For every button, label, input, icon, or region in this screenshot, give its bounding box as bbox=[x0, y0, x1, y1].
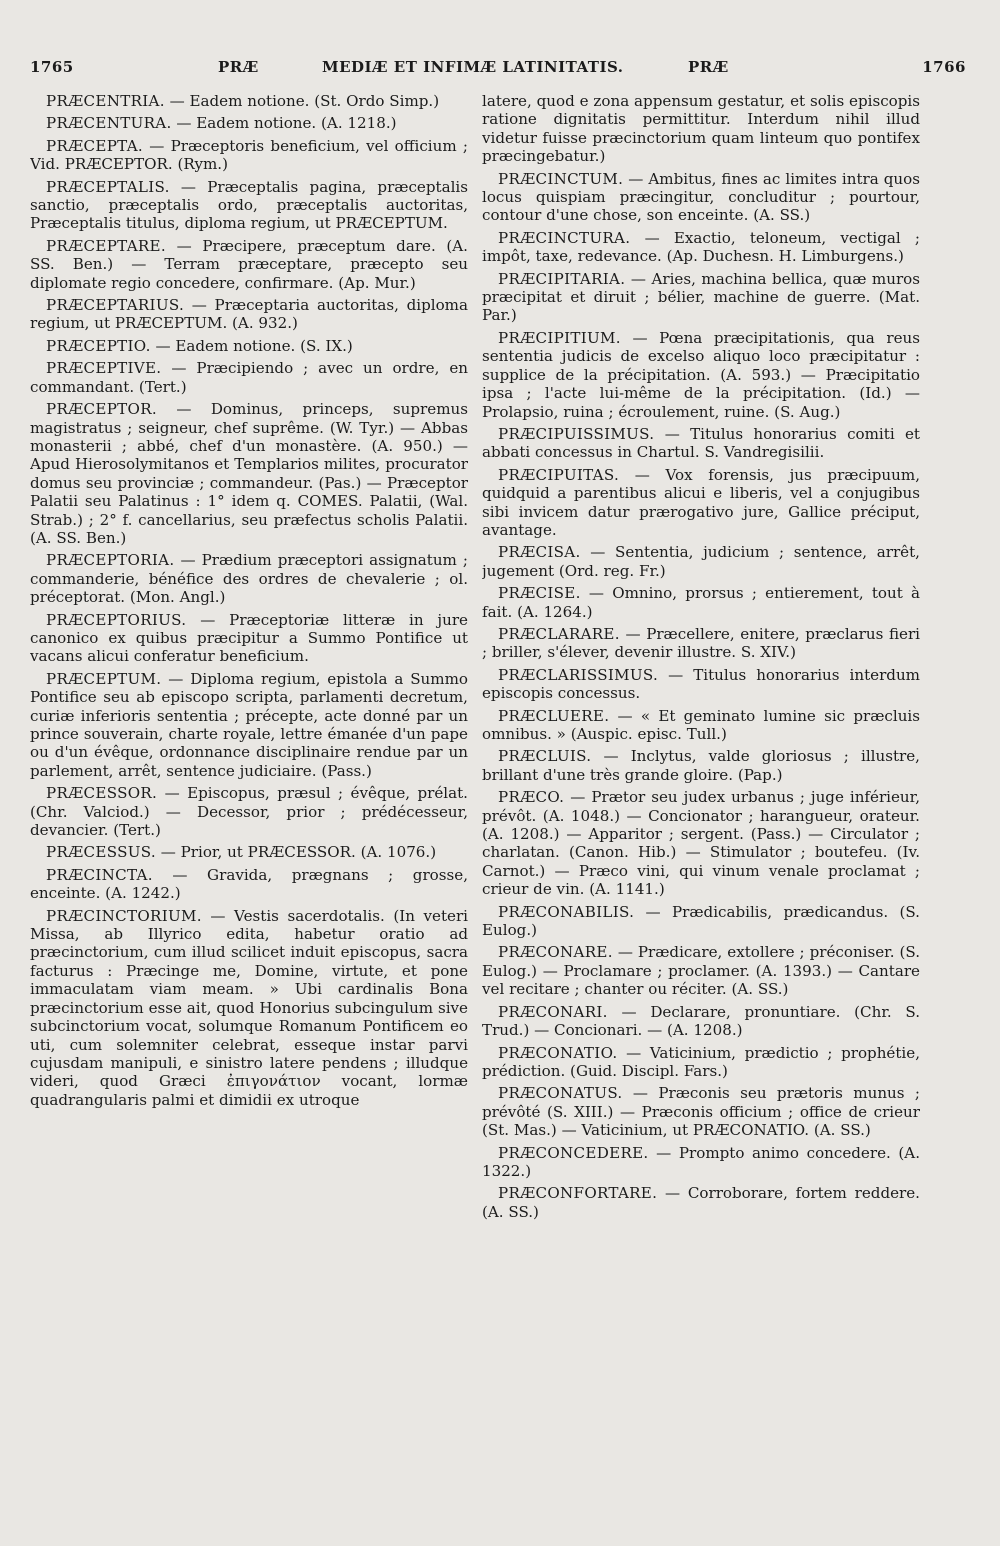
entry-definition: — Aries, machina bellica, quæ muros præcipitat et diruit ; bélier, machine de guerre. (Mat. Par.) bbox=[482, 269, 920, 325]
entry-definition: — Eadem notione. (S. IX.) bbox=[155, 336, 353, 355]
entry-definition: — Præceptoriæ litteræ in jure canonico ex quibus præcipitur a Summo Pontifice ut vacans alicui conferatur beneficium. bbox=[30, 610, 468, 666]
entry-headword: PRÆCIPUITAS. bbox=[498, 465, 620, 484]
dictionary-entry bbox=[482, 329, 920, 421]
dictionary-entry bbox=[482, 788, 920, 898]
dictionary-entry bbox=[482, 747, 920, 784]
dictionary-entry bbox=[30, 296, 468, 333]
dictionary-entry bbox=[30, 611, 468, 666]
entry-headword: PRÆCONATUS. bbox=[498, 1084, 623, 1103]
entry-headword: PRÆCINCTA. bbox=[46, 865, 153, 884]
entry-definition: — Inclytus, valde gloriosus ; illustre, brillant d'une très grande gloire. (Pap.) bbox=[482, 747, 920, 784]
entry-definition: — Præcipere, præceptum dare. (A. SS. Ben.) — Terram præceptare, præcepto seu diplomate regio concedere, confirmare. (Ap. Mur.) bbox=[30, 236, 468, 292]
entry-definition: — Præconis seu prætoris munus ; prévôté (S. XIII.) — Præconis officium ; office de crieur (St. Mas.) — Vaticinium, ut PRÆCONATIO. (A. SS.) bbox=[482, 1084, 920, 1140]
dictionary-entry bbox=[482, 170, 920, 225]
entry-headword: PRÆCIPITARIA. bbox=[498, 269, 626, 288]
entry-definition: — Diploma regium, epistola a Summo Pontifice seu ab episcopo scripta, parlamenti decretum, curiæ inferioris sententia ; précepte, acte donné par un prince souverain, charte royale, lettre émanée d'un pape ou d'un évêque, ordonnance disciplinaire rendue par un parlement, arrêt, sentence judiciaire. (Pass.) bbox=[30, 669, 468, 780]
dictionary-entry bbox=[30, 137, 468, 174]
entry-definition: — Titulus honorarius comiti et abbati concessus in Chartul. S. Vandregisilii. bbox=[482, 424, 920, 462]
entry-definition: — Corroborare, fortem reddere. (A. SS.) bbox=[482, 1184, 920, 1221]
entry-headword: PRÆCEPTARE. bbox=[46, 236, 166, 255]
entry-headword: PRÆCEPTIO. bbox=[46, 336, 151, 355]
dictionary-entry bbox=[30, 670, 468, 780]
dictionary-entry bbox=[30, 178, 468, 233]
dictionary-entry bbox=[30, 114, 468, 132]
dictionary-entry bbox=[482, 92, 920, 166]
entry-headword: PRÆCEPTALIS. bbox=[46, 177, 170, 196]
dictionary-entry bbox=[30, 359, 468, 396]
entry-headword: PRÆCLARISSIMUS. bbox=[498, 665, 659, 684]
entry-definition: — Gravida, prægnans ; grosse, enceinte. (A. 1242.) bbox=[30, 865, 468, 903]
entry-definition: — Prædicabilis, prædicandus. (S. Eulog.) bbox=[482, 902, 920, 940]
dictionary-entry bbox=[30, 784, 468, 839]
dictionary-entry bbox=[482, 425, 920, 462]
dictionary-entry bbox=[30, 866, 468, 903]
entry-headword: PRÆCLUERE. bbox=[498, 706, 610, 725]
entry-definition: — Declarare, pronuntiare. (Chr. S. Trud.) — Concionari. — (A. 1208.) bbox=[482, 1002, 920, 1040]
entry-definition: — Præceptalis pagina, præceptalis sanctio, præceptalis ordo, præceptalis auctoritas, Præceptalis titulus, diploma regium, ut PRÆCEPTUM. bbox=[30, 177, 468, 233]
entry-headword: PRÆCONFORTARE. bbox=[498, 1184, 658, 1203]
entry-definition: — Eadem notione. (St. Ordo Simp.) bbox=[169, 92, 440, 110]
entry-definition: — Titulus honorarius interdum episcopis concessus. bbox=[482, 665, 920, 703]
dictionary-entry bbox=[482, 1044, 920, 1081]
entry-headword: PRÆCENTURA. bbox=[46, 114, 172, 133]
entry-headword: PRÆCESSOR. bbox=[46, 784, 158, 803]
entry-definition: — Præceptoris beneficium, vel officium ; Vid. PRÆCEPTOR. (Rym.) bbox=[30, 136, 468, 174]
entry-headword: PRÆCISA. bbox=[498, 543, 581, 562]
entry-headword: PRÆCINCTUM. bbox=[498, 169, 624, 188]
entry-definition: — Episcopus, præsul ; évêque, prélat. (Chr. Valciod.) — Decessor, prior ; prédécesseur, devancier. (Tert.) bbox=[30, 784, 468, 840]
entry-headword: PRÆCONARI. bbox=[498, 1002, 608, 1021]
entry-definition: — Prætor seu judex urbanus ; juge inférieur, prévôt. (A. 1048.) — Concionator ; harangueur, orateur. (A. 1208.) — Apparitor ; sergent. (Pass.) — Circulator ; charlatan. (Canon. Hib.) — Stimulator ; boutefeu. (Iv. Carnot.) — Præco vini, qui vinum venale proclamat ; crieur de vin. (A. 1141.) bbox=[482, 788, 920, 899]
entry-definition: — Prædium præceptori assignatum ; commanderie, bénéfice des ordres de chevalerie ; ol. préceptorat. (Mon. Angl.) bbox=[30, 551, 468, 607]
running-title: MEDIÆ ET INFIMÆ LATINITATIS. bbox=[322, 58, 624, 76]
dictionary-entry bbox=[482, 543, 920, 580]
entry-definition: — Ambitus, fines ac limites intra quos locus quispiam præcingitur, concluditur ; pourtour, contour d'une chose, son enceinte. (A. SS.) bbox=[482, 169, 920, 225]
entry-headword: PRÆCLARARE. bbox=[498, 624, 620, 643]
dictionary-entry bbox=[482, 466, 920, 540]
entry-headword: PRÆCINCTORIUM. bbox=[46, 906, 202, 925]
entry-definition: — « Et geminato lumine sic præcluis omnibus. » (Auspic. episc. Tull.) bbox=[482, 706, 920, 743]
dictionary-entry bbox=[30, 92, 468, 110]
dictionary-entry bbox=[482, 229, 920, 266]
entry-headword: PRÆCENTRIA. bbox=[46, 92, 165, 110]
entry-headword: PRÆCISE. bbox=[498, 584, 581, 603]
entry-headword: PRÆCONATIO. bbox=[498, 1043, 618, 1062]
page-header bbox=[30, 50, 966, 90]
dictionary-entry bbox=[482, 1084, 920, 1139]
dictionary-entry bbox=[482, 1003, 920, 1040]
dictionary-entry bbox=[482, 903, 920, 940]
entry-headword: PRÆCEPTOR. bbox=[46, 400, 157, 419]
entry-headword: PRÆCIPITIUM. bbox=[498, 328, 621, 347]
dictionary-entry bbox=[30, 237, 468, 292]
entry-definition: — Pœna præcipitationis, qua reus sententia judicis de excelso aliquo loco præcipitatur : supplice de la précipitation. (A. 593.) — Præcipitatio ipsa ; l'acte lui-même de la précipitation. (Id.) — Prolapsio, ruina ; écroulement, ruine. (S. Aug.) bbox=[482, 328, 920, 421]
dictionary-entry bbox=[482, 1184, 920, 1221]
page-number-left: 1765 bbox=[30, 58, 74, 76]
entry-definition: — Prompto animo concedere. (A. 1322.) bbox=[482, 1143, 920, 1180]
entry-definition: — Præcipiendo ; avec un ordre, en commandant. (Tert.) bbox=[30, 359, 468, 396]
entry-definition: — Exactio, teloneum, vectigal ; impôt, taxe, redevance. (Ap. Duchesn. H. Limburgens.) bbox=[482, 228, 920, 266]
entry-definition: — Eadem notione. (A. 1218.) bbox=[176, 114, 397, 133]
entry-definition: — Prior, ut PRÆCESSOR. (A. 1076.) bbox=[160, 843, 437, 862]
entry-definition: — Præceptaria auctoritas, diploma regium, ut PRÆCEPTUM. (A. 932.) bbox=[30, 296, 468, 333]
dictionary-entry bbox=[482, 943, 920, 998]
entry-headword: PRÆCONARE. bbox=[498, 943, 613, 962]
entry-headword: PRÆCESSUS. bbox=[46, 843, 156, 862]
dictionary-entry bbox=[482, 707, 920, 744]
entry-headword: PRÆCLUIS. bbox=[498, 747, 592, 766]
entry-definition: — Vaticinium, prædictio ; prophétie, prédiction. (Guid. Discipl. Fars.) bbox=[482, 1043, 920, 1080]
dictionary-entry bbox=[30, 400, 468, 547]
entry-headword: PRÆCEPTUM. bbox=[46, 669, 162, 688]
left-column bbox=[30, 92, 468, 1532]
entry-definition: — Vestis sacerdotalis. (In veteri Missa, ab Illyrico edita, habetur oratio ad præcinctorium, cum illud scilicet induit episcopus, sacra facturus : Præcinge me, Domine, virtute, et pone immaculatam viam meam. » Ubi cardinalis Bona præcinctorium esse ait, quod Honorius subcingulum sive subcinctorium vocat, solumque Romanum Pontificem eo uti, cum solemniter celebrat, esseque instar parvi cujusdam manipuli, e sinistro latere pendens ; illudque videri, quod Græci ἐπιγονάτιον vocant, lormæ quadrangularis palmi et dimidii ex utroque bbox=[30, 906, 468, 1109]
dictionary-entry bbox=[482, 270, 920, 325]
right-column bbox=[482, 92, 920, 1532]
dictionary-entry bbox=[482, 666, 920, 703]
entry-headword: PRÆCEPTARIUS. bbox=[46, 296, 185, 315]
entry-definition: — Dominus, princeps, supremus magistratus ; seigneur, chef suprême. (W. Tyr.) — Abbas monasterii ; abbé, chef d'un monastère. (A. 950.) — Apud Hierosolymitanos et Templarios milites, procurator domus seu provinciæ ; commandeur. (Pas.) — Præceptor Palatii seu Palatinus : 1° idem q. COMES. Palatii, (Wal. Strab.) ; 2° f. cancellarius, seu præfectus scholis Palatii. (A. SS. Ben.) bbox=[30, 400, 468, 547]
entry-definition: latere, quod e zona appensum gestatur, et solis episcopis ratione dignitatis permittitur. Interdum nihil illud videtur fuisse præcinctorium quam linteum quo pontifex præcingebatur.) bbox=[482, 92, 920, 166]
entry-headword: PRÆCEPTA. bbox=[46, 136, 143, 155]
dictionary-entry bbox=[482, 584, 920, 621]
entry-headword: PRÆCEPTIVE. bbox=[46, 359, 162, 378]
entry-headword: PRÆCO. bbox=[498, 788, 565, 807]
entry-headword: PRÆCINCTURA. bbox=[498, 228, 631, 247]
dictionary-entry bbox=[30, 843, 468, 861]
entry-definition: — Omnino, prorsus ; entierement, tout à fait. (A. 1264.) bbox=[482, 584, 920, 621]
running-head-left: PRÆ bbox=[218, 58, 259, 76]
entry-definition: — Vox forensis, jus præcipuum, quidquid a parentibus alicui e liberis, vel a conjugibus sibi invicem datur prærogativo jure, Gallice préciput, avantage. bbox=[482, 465, 920, 539]
entry-headword: PRÆCONCEDERE. bbox=[498, 1143, 649, 1162]
dictionary-entry bbox=[30, 551, 468, 606]
entry-headword: PRÆCEPTORIUS. bbox=[46, 610, 187, 629]
page-number-right: 1766 bbox=[922, 58, 966, 76]
dictionary-entry bbox=[30, 907, 468, 1109]
dictionary-entry bbox=[30, 337, 468, 355]
entry-definition: — Sententia, judicium ; sentence, arrêt, jugement (Ord. reg. Fr.) bbox=[482, 543, 920, 580]
entry-headword: PRÆCONABILIS. bbox=[498, 902, 635, 921]
entry-definition: — Præcellere, enitere, præclarus fieri ; briller, s'élever, devenir illustre. S. XIV.) bbox=[482, 624, 920, 662]
entry-headword: PRÆCEPTORIA. bbox=[46, 551, 175, 570]
dictionary-entry bbox=[482, 625, 920, 662]
entry-definition: — Prædicare, extollere ; préconiser. (S. Eulog.) — Proclamare ; proclamer. (A. 1393.) — Cantare vel recitare ; chanter ou réciter. (A. SS.) bbox=[482, 943, 920, 999]
running-head-right: PRÆ bbox=[688, 58, 729, 76]
entry-headword: PRÆCIPUISSIMUS. bbox=[498, 424, 655, 443]
dictionary-entry bbox=[482, 1144, 920, 1181]
